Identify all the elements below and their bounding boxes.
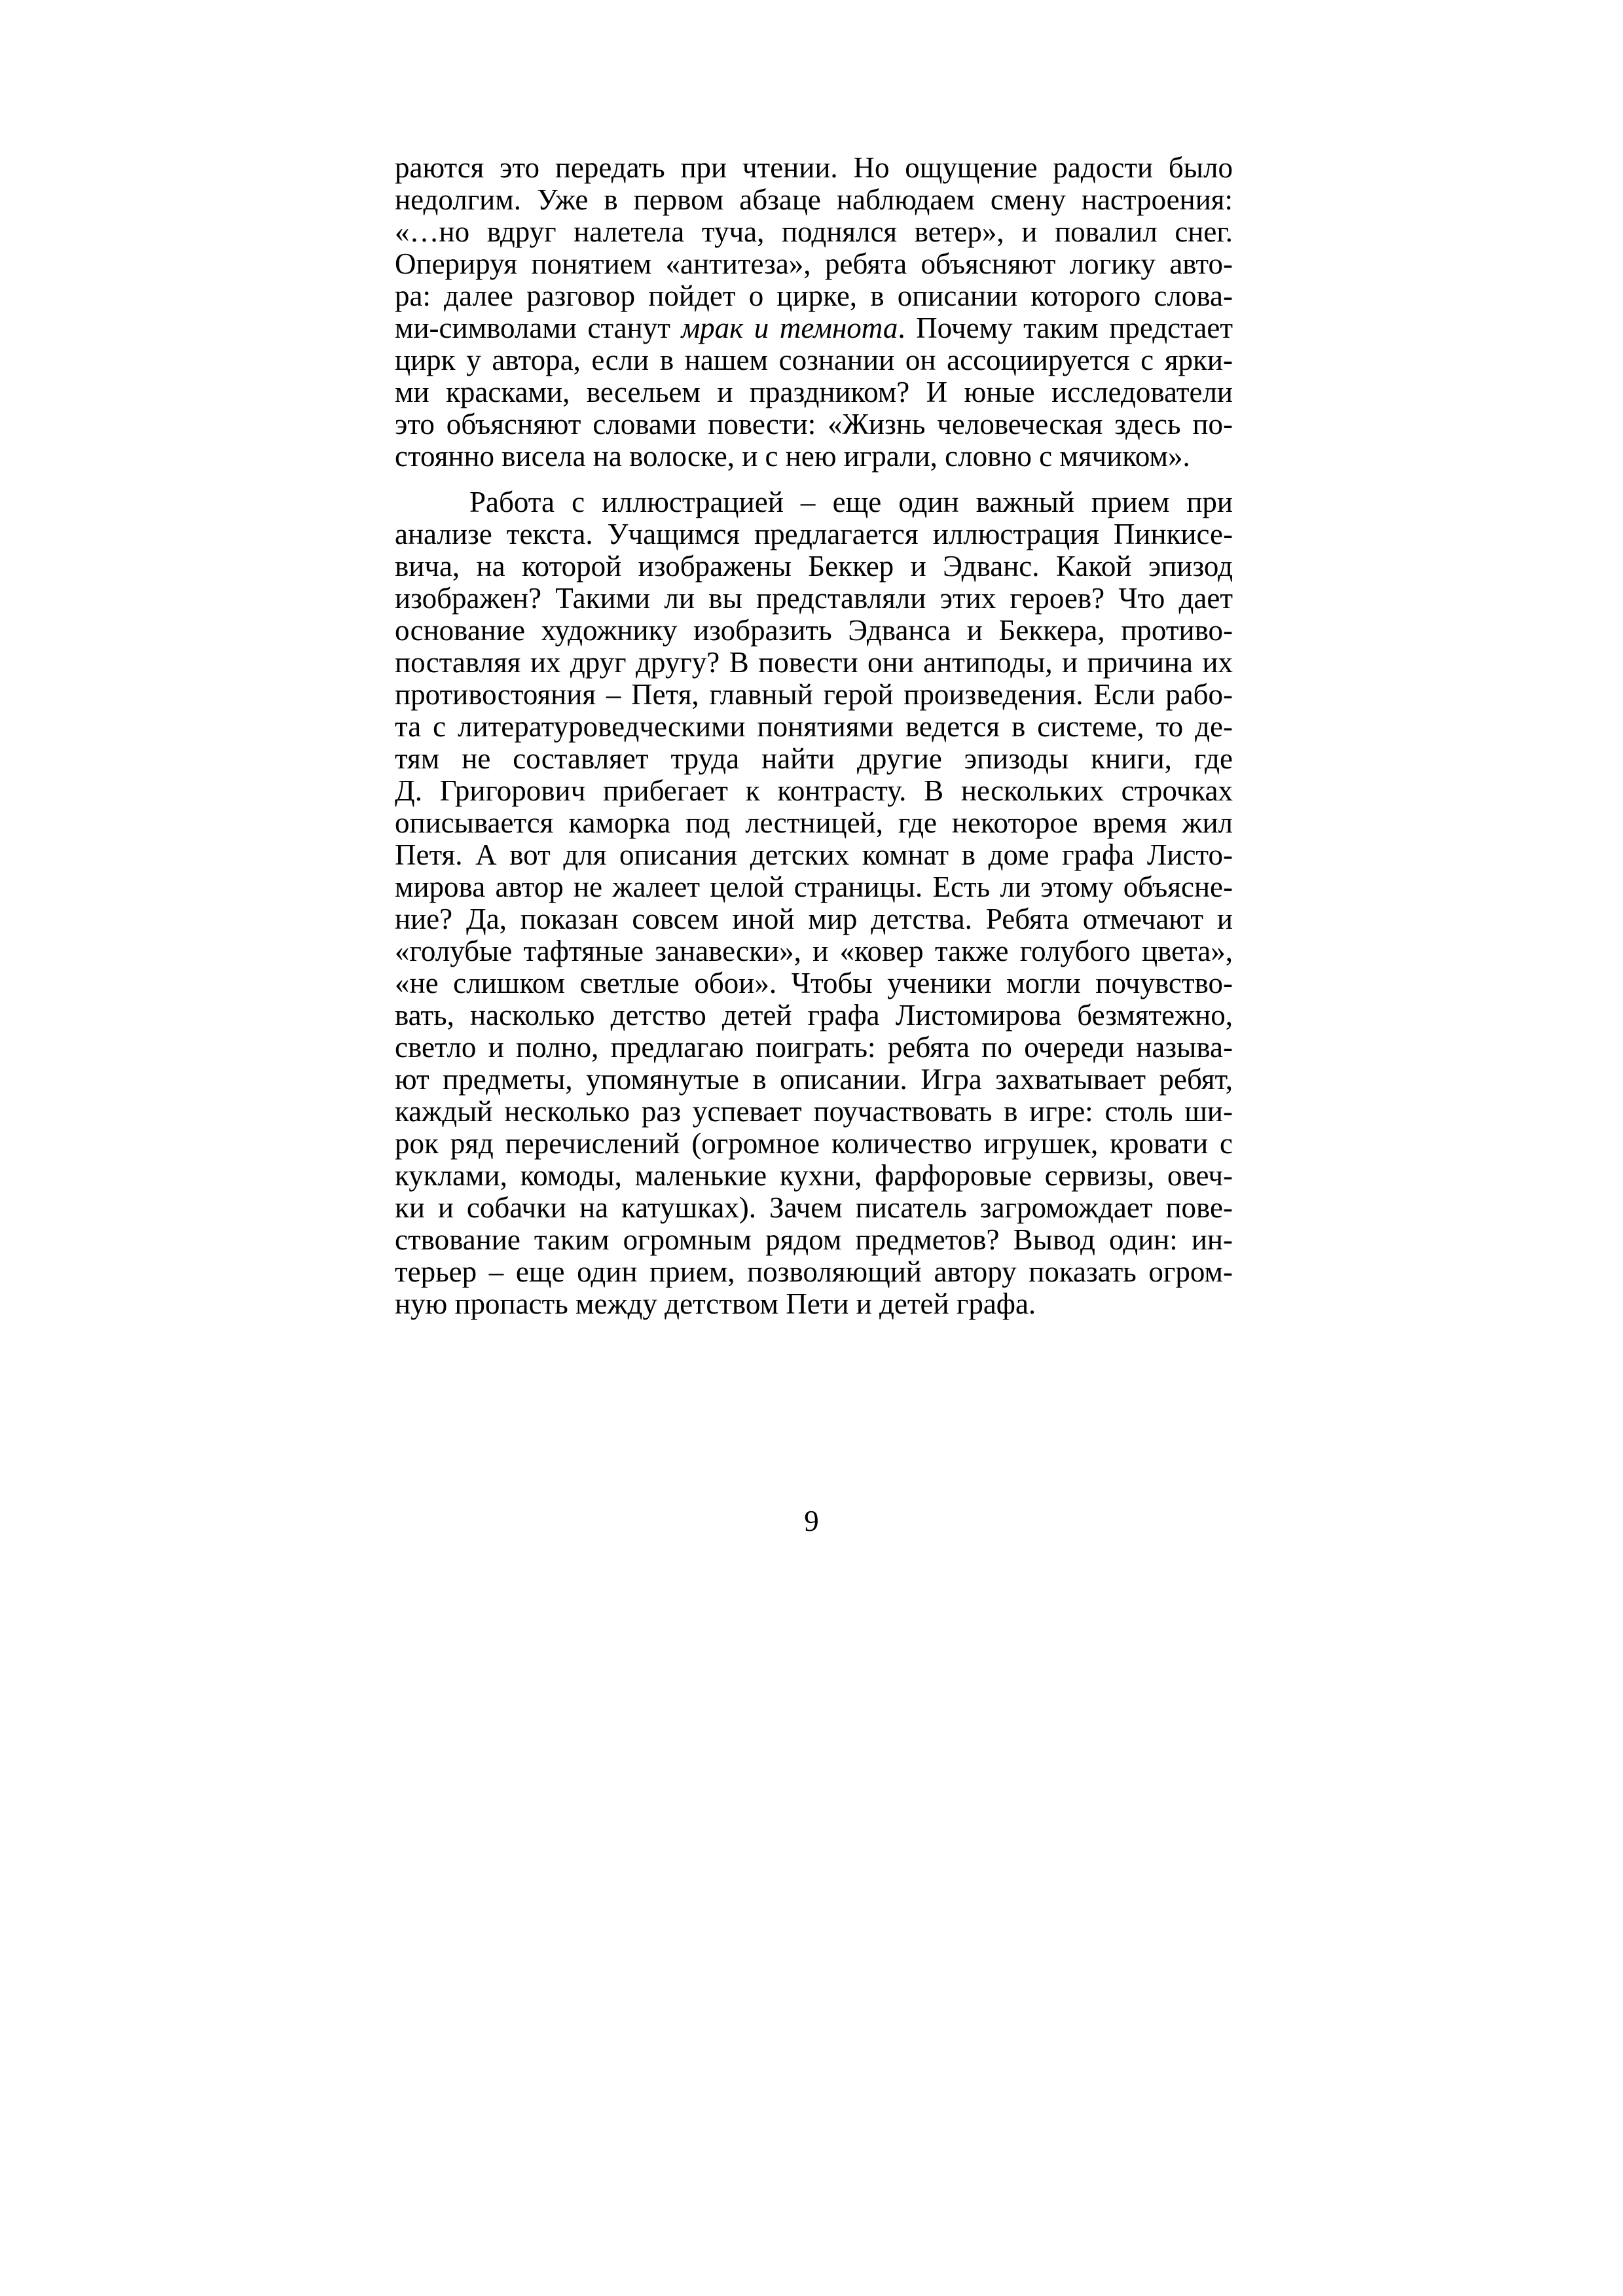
text-line: «…но вдруг налетела туча, поднялся ветер», и повалил снег. bbox=[395, 216, 1233, 248]
text-line: Оперируя понятием «антитеза», ребята объясняют логику авто- bbox=[395, 248, 1233, 280]
text-line: ние? Да, показан совсем иной мир детства. Ребята отмечают и bbox=[395, 903, 1233, 935]
text-line: вать, насколько детство детей графа Листомирова безмятежно, bbox=[395, 999, 1233, 1031]
text-line: ра: далее разговор пойдет о цирке, в описании которого слова- bbox=[395, 280, 1233, 312]
text-line: цирк у автора, если в нашем сознании он ассоциируется с ярки- bbox=[395, 344, 1233, 376]
text-line: ки и собачки на катушках). Зачем писатель загромождает пове- bbox=[395, 1192, 1233, 1224]
paragraph-1 bbox=[395, 152, 1233, 473]
text-line: куклами, комоды, маленькие кухни, фарфоровые сервизы, овеч- bbox=[395, 1160, 1233, 1192]
text-line: это объясняют словами повести: «Жизнь человеческая здесь по- bbox=[395, 408, 1233, 440]
text-line: анализе текста. Учащимся предлагается иллюстрация Пинкисе- bbox=[395, 518, 1233, 550]
text-line: Петя. А вот для описания детских комнат в доме графа Листо- bbox=[395, 839, 1233, 871]
text-line: тям не составляет труда найти другие эпизоды книги, где bbox=[395, 743, 1233, 775]
page-number: 9 bbox=[804, 1505, 819, 1537]
text-span: . Почему таким предстает bbox=[898, 312, 1233, 344]
body-text bbox=[395, 152, 1233, 1320]
text-line: описывается каморка под лестницей, где некоторое время жил bbox=[395, 807, 1233, 839]
text-line: ют предметы, упомянутые в описании. Игра захватывает ребят, bbox=[395, 1064, 1233, 1096]
text-line: основание художнику изобразить Эдванса и Беккера, противо- bbox=[395, 615, 1233, 647]
text-line: вича, на которой изображены Беккер и Эдванс. Какой эпизод bbox=[395, 550, 1233, 583]
text-line: раются это передать при чтении. Но ощущение радости было bbox=[395, 152, 1233, 184]
text-line: каждый несколько раз успевает поучаствовать в игре: столь ши- bbox=[395, 1096, 1233, 1128]
text-line: ную пропасть между детством Пети и детей графа. bbox=[395, 1288, 1036, 1320]
text-line: поставляя их друг другу? В повести они антиподы, и причина их bbox=[395, 647, 1233, 679]
text-line: противостояния – Петя, главный герой произведения. Если рабо- bbox=[395, 679, 1233, 711]
text-line: ствование таким огромным рядом предметов? Вывод один: ин- bbox=[395, 1224, 1233, 1256]
text-line: «голубые тафтяные занавески», и «ковер также голубого цвета», bbox=[395, 935, 1233, 967]
text-line: стоянно висела на волоске, и с нею играли, словно с мячиком». bbox=[395, 440, 1190, 473]
text-line: ми красками, весельем и праздником? И юные исследователи bbox=[395, 376, 1233, 408]
paragraph-gap bbox=[395, 473, 1233, 486]
italic-phrase: мрак и темнота bbox=[681, 312, 898, 344]
text-line: та с литературоведческими понятиями ведется в системе, то де- bbox=[395, 711, 1233, 743]
text-line: Работа с иллюстрацией – еще один важный прием при bbox=[469, 486, 1233, 518]
text-line: мирова автор не жалеет целой страницы. Есть ли этому объясне- bbox=[395, 871, 1233, 903]
text-line: рок ряд перечислений (огромное количество игрушек, кровати с bbox=[395, 1128, 1233, 1160]
text-line: изображен? Такими ли вы представляли этих героев? Что дает bbox=[395, 583, 1233, 615]
text-span: ми-символами станут bbox=[395, 312, 682, 344]
text-line: «не слишком светлые обои». Чтобы ученики могли почувство- bbox=[395, 967, 1233, 999]
text-line: Д. Григорович прибегает к контрасту. В нескольких строчках bbox=[395, 775, 1233, 807]
text-line: недолгим. Уже в первом абзаце наблюдаем смену настроения: bbox=[395, 184, 1233, 216]
text-line: светло и полно, предлагаю поиграть: ребята по очереди называ- bbox=[395, 1031, 1233, 1064]
paragraph-2 bbox=[395, 486, 1233, 1320]
text-line bbox=[395, 312, 1233, 344]
text-line: терьер – еще один прием, позволяющий автору показать огром- bbox=[395, 1256, 1233, 1288]
